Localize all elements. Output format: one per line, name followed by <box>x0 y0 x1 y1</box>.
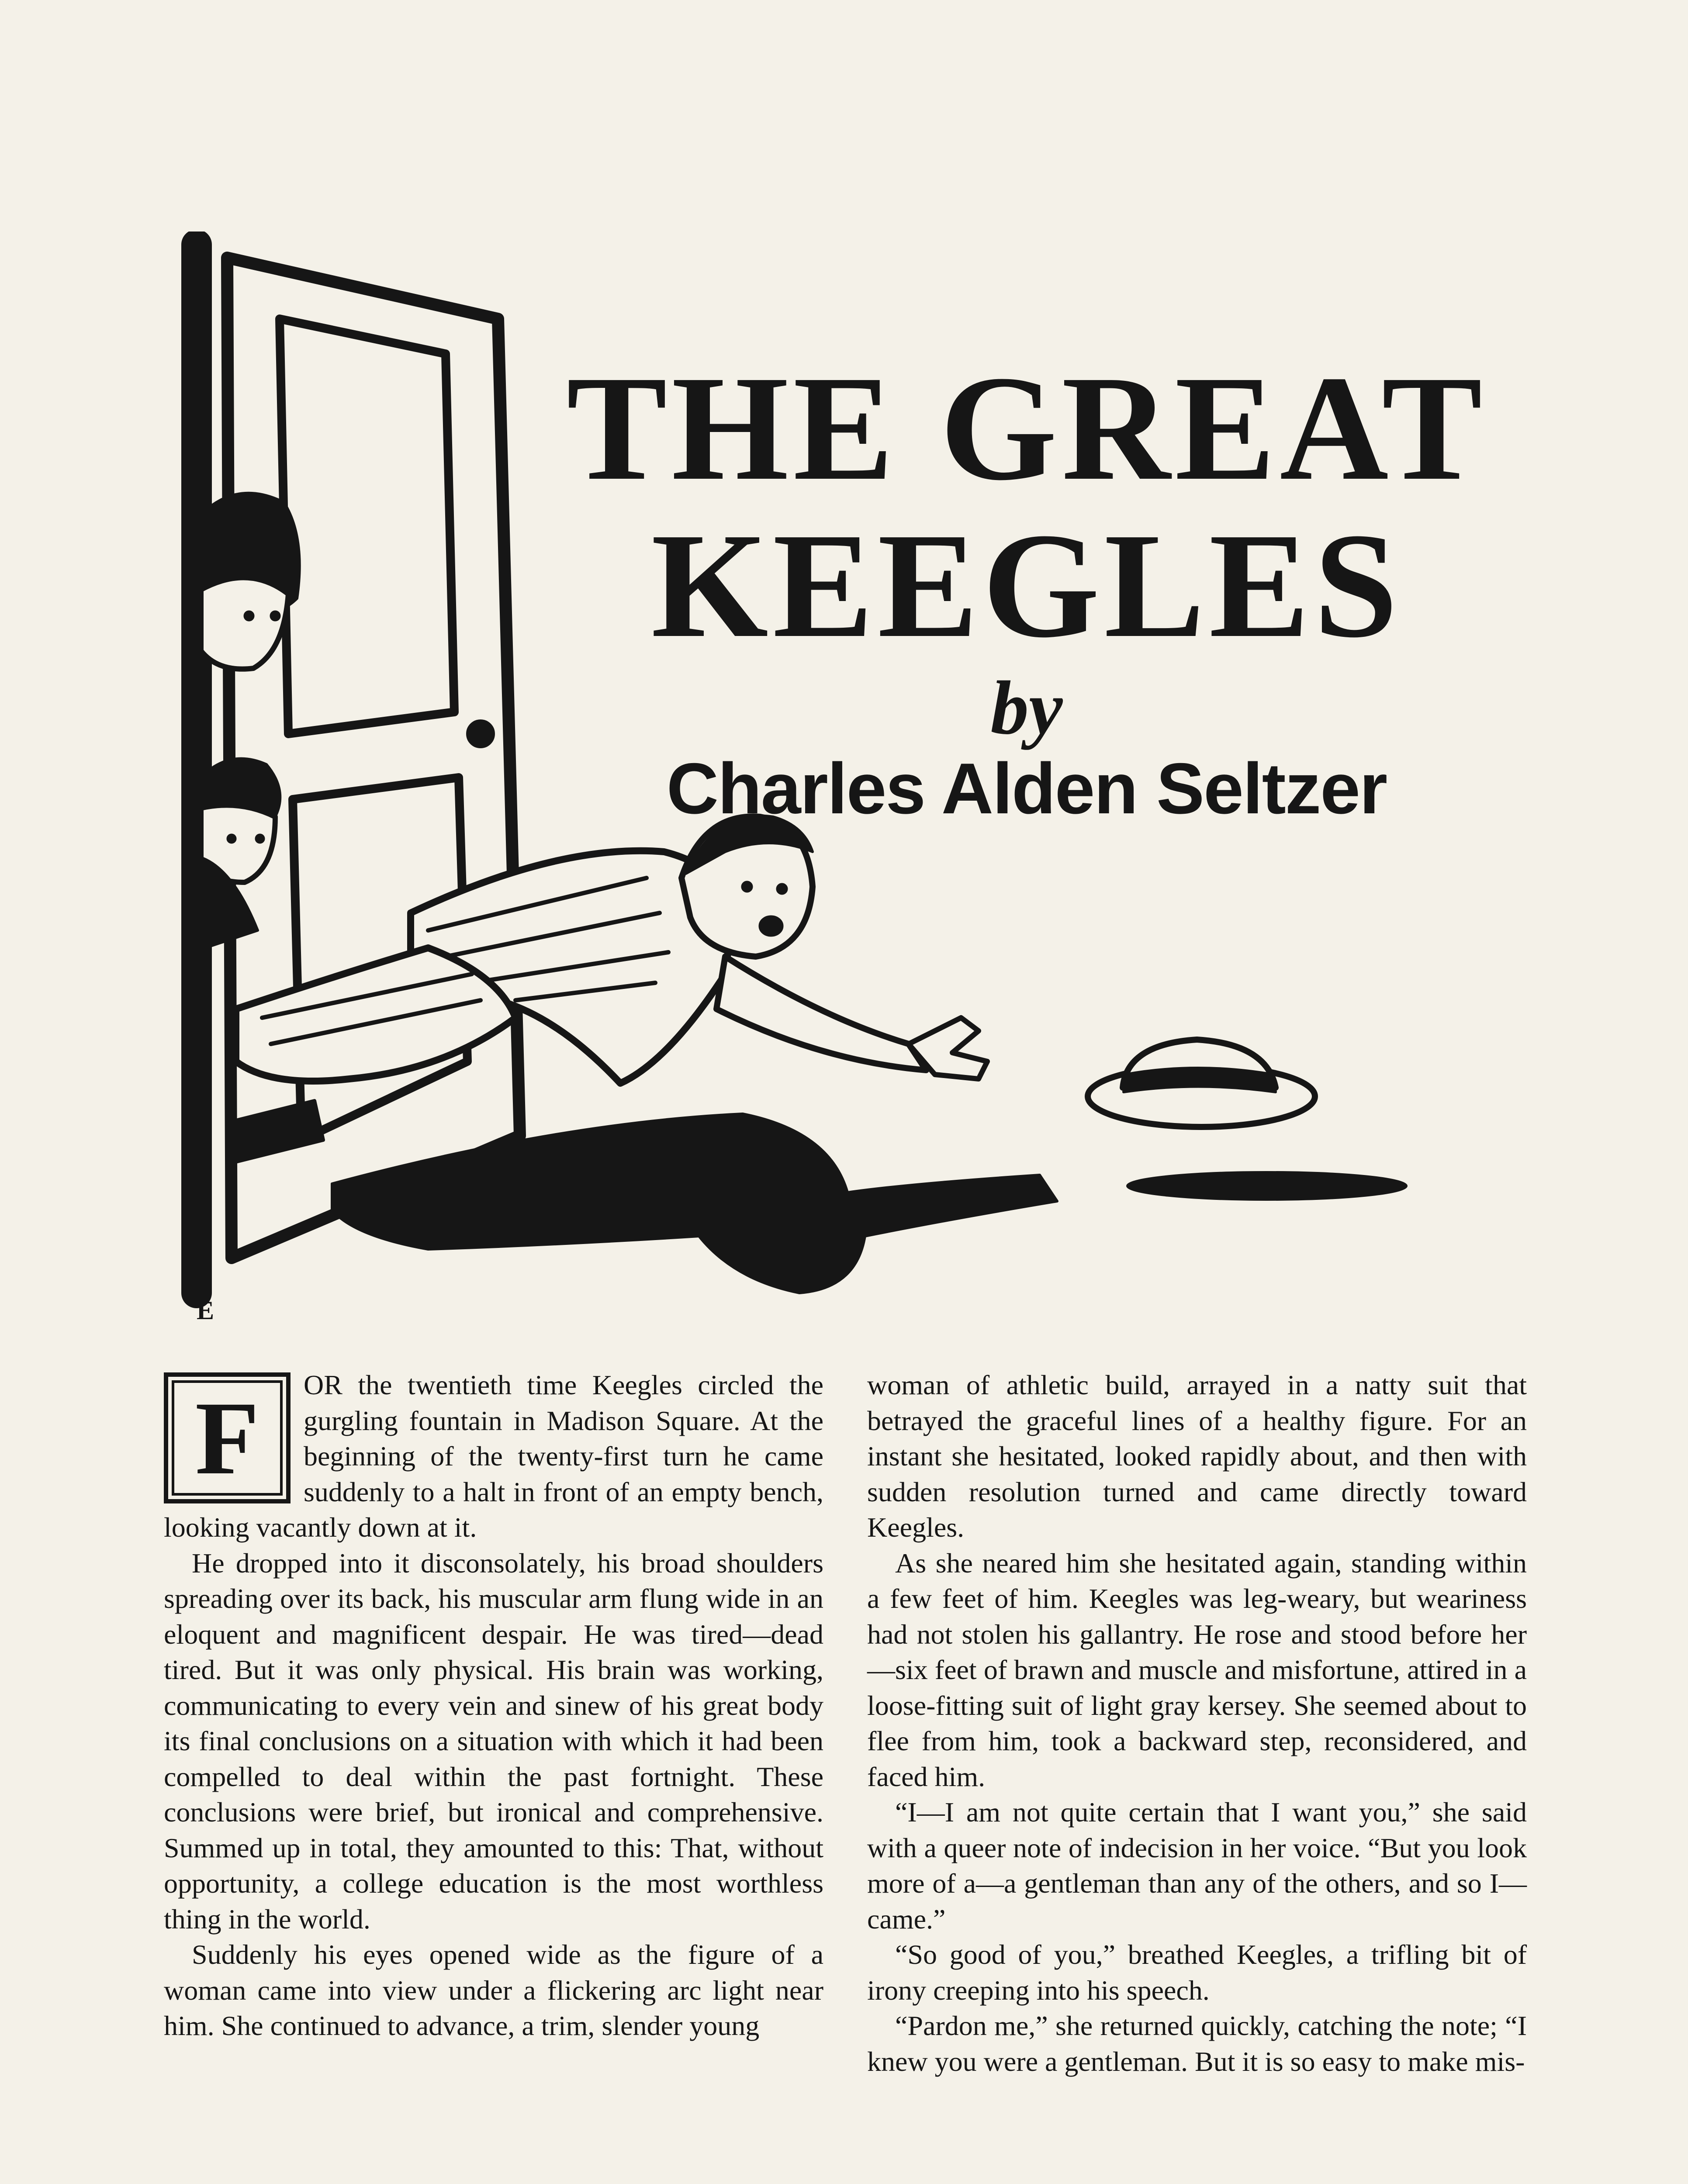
paragraph-3-continued: woman of athletic build, arrayed in a natty suit that betrayed the graceful lines of a healthy figure. For an instant she hesitated, looked rapidly about, and then with sudden resolution turned and came directly toward Keegles. <box>867 1369 1527 1543</box>
falling-man <box>227 816 987 1162</box>
straw-hat <box>1088 1040 1315 1127</box>
falling-man-arm <box>716 957 926 1070</box>
floor-shadow <box>332 1114 1057 1293</box>
hat-shadow <box>1127 1172 1407 1200</box>
door-knob <box>467 721 494 747</box>
paragraph-7: “Pardon me,” she returned quickly, catching the note; “I knew you were a gentleman. But it is so easy to make mis- <box>867 2010 1527 2077</box>
text-column-left <box>164 1367 823 2044</box>
story-title <box>515 345 1538 669</box>
illustrator-signature: E <box>197 1296 214 1325</box>
story-title-line-1: THE GREAT <box>566 345 1487 511</box>
paragraph-5: “I—I am not quite certain that I want you,” she said with a queer note of indecision in her voice. “But you look more of a—a gentleman than any of the others, and so I—came.” <box>867 1797 1527 1935</box>
text-column-right <box>867 1367 1527 2079</box>
paragraph-1-text: OR the twentieth time Keegles circled the gurgling fountain in Madison Square. At the beginning of the twenty-first turn he came suddenly to a halt in front of an empty bench, looking vacantly down at it. <box>164 1369 823 1543</box>
door-upper-panel <box>280 319 454 734</box>
falling-man-shoe <box>227 1101 323 1162</box>
paragraph-3: Suddenly his eyes opened wide as the figure of a woman came into view under a flickering arc light near him. She continued to advance, a trim, slender young <box>164 1939 823 2041</box>
byline-by: by <box>990 665 1063 750</box>
peeking-man-bottom <box>197 759 280 948</box>
title-block <box>515 345 1538 830</box>
paragraph-4: As she neared him she hesitated again, standing within a few feet of him. Keegles was leg-weary, but weariness had not stolen his gallantry. He rose and stood before her—six feet of brawn and muscle and misfortune, attired in a loose-fitting suit of light gray kersey. She seemed about to flee from him, took a backward step, reconsidered, and faced him. <box>867 1547 1527 1792</box>
author-name: Charles Alden Seltzer <box>666 748 1387 829</box>
story-title-line-2: KEEGLES <box>651 502 1402 669</box>
paragraph-1 <box>164 1367 823 1545</box>
paragraph-2: He dropped into it disconsolately, his broad shoulders spreading over its back, his muscular arm flung wide in an eloquent and magnificent despair. He was tired—dead tired. But it was only physical. His brain was working, communicating to every vein and sinew of his great body its final conclusions on a situation with which it had been compelled to deal within the past fortnight. These conclusions were brief, but ironical and comprehensive. Summed up in total, they amounted to this: That, without opportunity, a college education is the most worthless thing in the world. <box>164 1547 823 1935</box>
paragraph-6: “So good of you,” breathed Keegles, a trifling bit of irony creeping into his speech. <box>867 1939 1527 2006</box>
drop-cap: F <box>164 1372 291 1503</box>
